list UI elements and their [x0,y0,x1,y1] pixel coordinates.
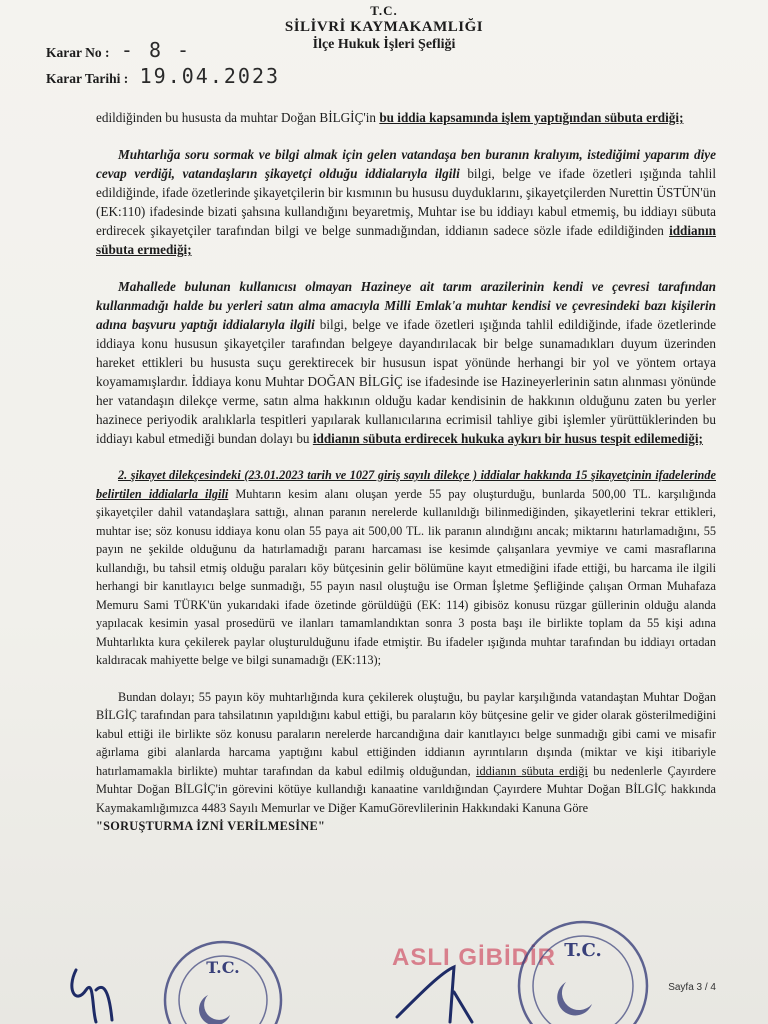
p3-allegation: Mahallede bulunan kullanıcısı olmayan Hazineye ait tarım arazilerinin kendi ve çevresi tarafından kullanmadığı halde bu yerleri satın alma amacıyla Milli Emlak'a muhtar kendisi ve çevresindeki bazı kişilerin adına başvuru yaptığı iddialarıyla ilgili [96,279,716,332]
p1-conclusion: bu iddia kapsamında işlem yaptığından sübuta erdiği; [379,110,684,125]
paragraph-2 [96,145,716,259]
paragraph-5 [96,688,716,836]
watermark-asli-gibidir: ASLI GİBİDİR [392,944,557,971]
signature-left [56,950,136,1024]
stamp-left-text: T.C. [206,958,240,977]
p3-conclusion: iddianın sübuta erdirecek hukuka aykırı bir husus tespit edilemediği; [312,431,703,446]
p5-text-2: bu nedenlerle Çayırdere Muhtar Doğan BİLGİÇ'in görevini kötüye kullandığı kanaatine varıldığından Çayırdere Muhtar Doğan BİLGİÇ hakkında Kaymakamlığımızca 4483 Sayılı Memurlar ve Diğer KamuGörevlilerinin Hakkındaki Kanuna Göre [96,763,716,815]
header-tc: T.C. [370,3,398,18]
paragraph-3 [96,277,716,448]
p4-text: Muhtarın kesim alanı oluşan yerde 55 pay oluşturduğu, bunlarda 500,00 TL. karşılığında şikayetçiler dahil vatandaşlara sattığı, alınan paranın nerelerde kullanıldığı bilinmediğinden, şikayetlerini tekrar ettikleri, muhtar ise; söz konusu iddiaya konu olan 55 paya ait 500,00 TL. lik paranın alındığını ancak; miktarını hatırlamadığını, 55 payın ne şekilde olduğunu da hatırlamadığı paranı harcaması ise kesimde çalışanlara yevmiye ve cami masraflarına kullandığı, bu tahsil etmiş olduğu paraları köy bütçesinin gelir bölümüne kayıt etmediğini ifade ettiği, bu harcama ile ilgili herhangi bir kanıtlayıcı belge sunmadığı, 55 payın nasıl oluştuğu ise Orman İşletme Şefliğinde çalışan Orman Muhafaza Memuru Sami TÜRK'ün yukarıdaki ifade özetinde görüldüğü (EK: 114) gibisöz konusu rüzgar güllerinin olduğu alanda yapılacak kesimin yasal prosedürü ve ilanları tamamlandıktan sonra 3 posta başı ile birlikte toplam da 55 kişi adına Muhtarlıkta kura çekilerek paylar oluşturulduğunu ifade etmiştir. Bu ifadeler ışığında muhtar tarafından bu iddiayı ortadan kaldıracak mahiyette belge ve bilgi sunamadığı (EK:113); [96,486,716,667]
decision-statement: "SORUŞTURMA İZNİ VERİLMESİNE" [96,819,326,833]
p2-conclusion: iddianın sübuta ermediği; [96,223,716,257]
p2-text: bilgi, belge ve ifade özetleri ışığında tahlil edildiğinde, ifade özetlerinde şikayetçilerin bir kısmının bu hususu duyduklarını, şikayetçilerden Nurettin ÜSTÜN'ün (EK:110) ifadesinde bizati şahsına kullandığını beyaretmiş, Muhtar ise bu iddiayı kabul etmemiş, bu iddiayı sübuta erdirecek şikayetçiler tarafından bilgi ve belge sunmadığından, iddianın sadece sözle ifade edildiğinden [96,166,716,238]
p1-text: edildiğinden bu hususta da muhtar Doğan BİLGİÇ'in [96,110,380,125]
stamp-right-text: T.C. [564,940,602,961]
karar-no-value: - 8 - [120,38,192,62]
karar-tarihi-line [46,64,280,88]
page-number: Sayfa 3 / 4 [668,982,716,993]
p3-text: bilgi, belge ve ifade özetleri ışığında tahlil edildiğinde, ifade özetlerinde iddiaya konu hususun şikayetçiler tarafından belgeye dayandırılacak bir belge sunamadıkları duyum üzerinden hareket ettikleri bu hususta suçu gerektirecek bir hususun ispat yönünde herhangi bir yol ve yöntem ortaya koyamamışlardır. İddiaya konu Muhtar DOĞAN BİLGİÇ ise ifadesinde ise Hazineyerlerinin satın alınması yönünde her vatandaşın dilekçe verme, satın alma hakkının olduğu kadar kendisinin de hakkının olduğunu zaten bu yerler hazinece periyodik aralıklarla tespitleri yapılarak kullanıcılarına ecrimisil tahliye gibi işlemler yürüttüklerinden bu iddiayı kabul etmediği bundan dolayı bu [96,317,716,446]
karar-no-line [46,38,191,62]
p2-allegation: Muhtarlığa soru sormak ve bilgi almak için gelen vatandaşa ben buranın kralıyım, istediğimi yaparım diye cevap verdiği, vatandaşların şikayetçi olduğu iddialarıyla ilgili [96,147,716,181]
header-seflik: İlçe Hukuk İşleri Şefliği [312,37,456,52]
karar-tarihi-value: 19.04.2023 [139,64,281,88]
karar-no-label: Karar No : [46,45,110,60]
p5-text: Bundan dolayı; 55 payın köy muhtarlığında kura çekilerek oluştuğu, bu paylar karşılığında vatandaştan Muhtar Doğan BİLGİÇ tarafından para tahsilatının yapıldığını kabul ettiği, bu paraların köy bütçesine gelir ve gider olarak gösterilmediğini kabul ettiği ile birlikte söz konusu paraların nerelerde harcandığına dair kanıtlayıcı belge sunmadığı gibi cami ve misafir ağırlama gibi alanlarda harcama yaptığını kabul ettiğinden iddianın ayrıntıların dışında (miktar ve kişi itibariyle hatırlamamakla birlikte) muhtar tarafından da kabul edilmiş olduğundan, [96,689,716,778]
official-stamp-right [508,908,658,1024]
official-stamp-left [158,935,288,1024]
p4-allegation: 2. şikayet dilekçesindeki (23.01.2023 tarih ve 1027 giriş sayılı dilekçe ) iddialar hakkında 15 şikayetçinin ifadelerinde belirtilen iddialarla ilgili [96,468,716,501]
karar-tarihi-label: Karar Tarihi : [46,71,129,86]
document-body [96,108,716,836]
paragraph-4 [96,466,716,670]
p5-conclusion: iddianın sübuta erdiği [476,763,588,778]
paragraph-1 [96,108,716,127]
header-kaymakamlik: SİLİVRİ KAYMAKAMLIĞI [284,19,484,35]
